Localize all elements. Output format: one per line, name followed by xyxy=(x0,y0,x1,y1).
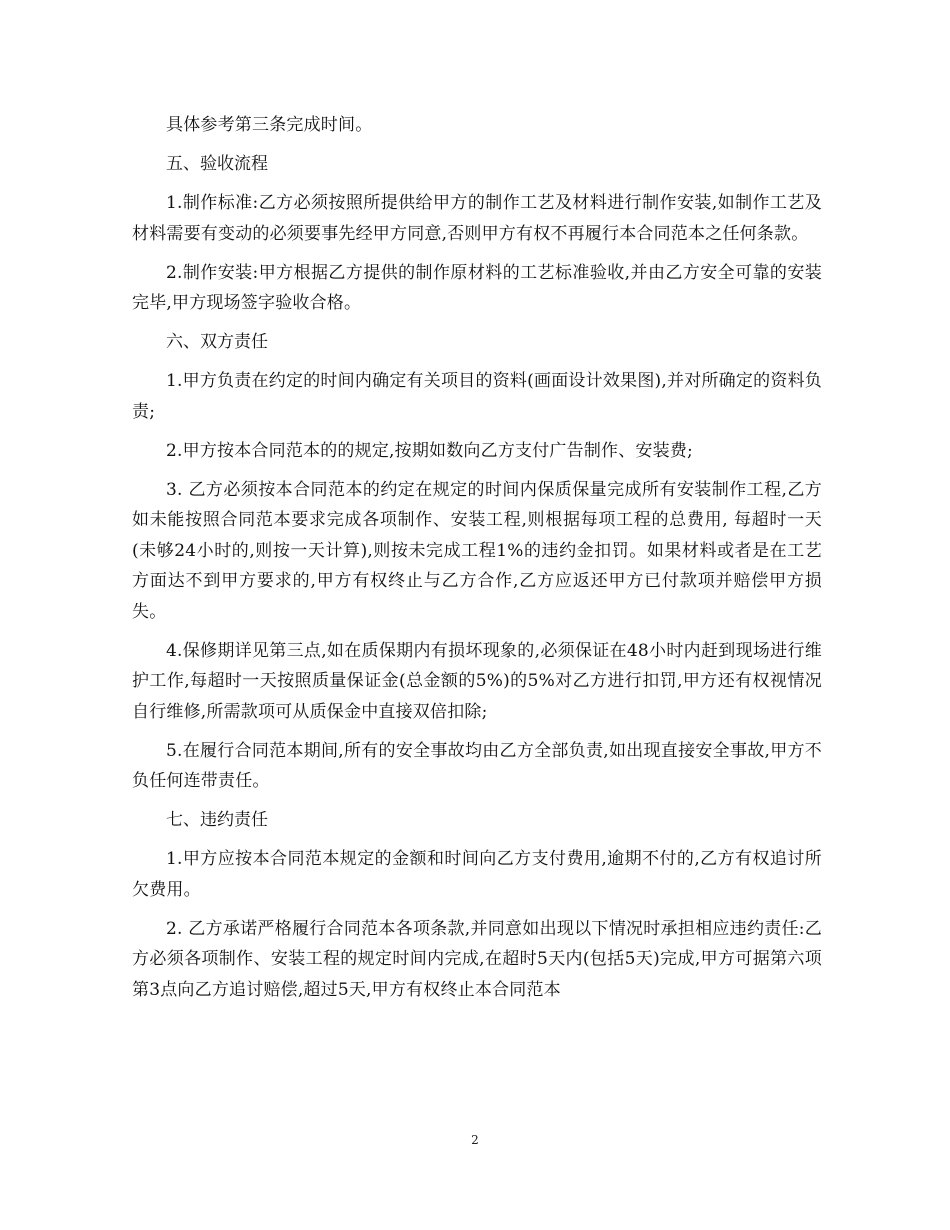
paragraph-production-installation: 2.制作安装:甲方根据乙方提供的制作原材料的工艺标准验收,并由乙方安全可靠的安装完毕,甲方现场签字验收合格。 xyxy=(132,262,822,313)
paragraph-party-a-materials: 1.甲方负责在约定的时间内确定有关项目的资料(画面设计效果图),并对所确定的资料负责; xyxy=(132,371,822,422)
paragraph-completion-time: 具体参考第三条完成时间。 xyxy=(166,115,373,135)
paragraph-warranty: 4.保修期详见第三点,如在质保期内有损坏现象的,必须保证在48小时内赶到现场进行维护工作,每超时一天按照质量保证金(总金额的5%)的5%对乙方进行扣罚,甲方还有权视情况自行维修,所需款项可从质保金中直接双倍扣除; xyxy=(132,640,822,722)
section-heading-responsibilities: 六、双方责任 xyxy=(166,332,268,352)
paragraph-party-b-breach: 2. 乙方承诺严格履行合同范本各项条款,并同意如出现以下情况时承担相应违约责任:乙方必须各项制作、安装工程的规定时间内完成,在超时5天内(包括5天)完成,甲方可据第六项第3点向乙方追讨赔偿,超过5天,甲方有权终止本合同范本 xyxy=(132,918,822,1000)
paragraph-party-a-breach: 1.甲方应按本合同范本规定的金额和时间向乙方支付费用,逾期不付的,乙方有权追讨所欠费用。 xyxy=(132,849,822,900)
section-heading-breach: 七、违约责任 xyxy=(166,810,268,830)
paragraph-safety: 5.在履行合同范本期间,所有的安全事故均由乙方全部负责,如出现直接安全事故,甲方不负任何连带责任。 xyxy=(132,740,822,791)
section-heading-acceptance: 五、验收流程 xyxy=(166,154,268,174)
paragraph-party-a-payment: 2.甲方按本合同范本的的规定,按期如数向乙方支付广告制作、安装费; xyxy=(166,440,693,461)
paragraph-production-standard: 1.制作标准:乙方必须按照所提供给甲方的制作工艺及材料进行制作安装,如制作工艺及材料需要有变动的必须要事先经甲方同意,否则甲方有权不再履行本合同范本之任何条款。 xyxy=(132,193,822,244)
page-number: 2 xyxy=(471,1133,479,1147)
document-body xyxy=(132,110,822,1014)
paragraph-party-b-completion: 3. 乙方必须按本合同范本的约定在规定的时间内保质保量完成所有安装制作工程,乙方如未能按照合同范本要求完成各项制作、安装工程,则根据每项工程的总费用, 每超时一天(未够24小时的,则按一天计算),则按未完成工程1%的违约金扣罚。如果材料或者是在工艺方面达不到甲方要求的,甲方有权终止与乙方合作,乙方应返还甲方已付款项并赔偿甲方损失。 xyxy=(132,479,822,622)
